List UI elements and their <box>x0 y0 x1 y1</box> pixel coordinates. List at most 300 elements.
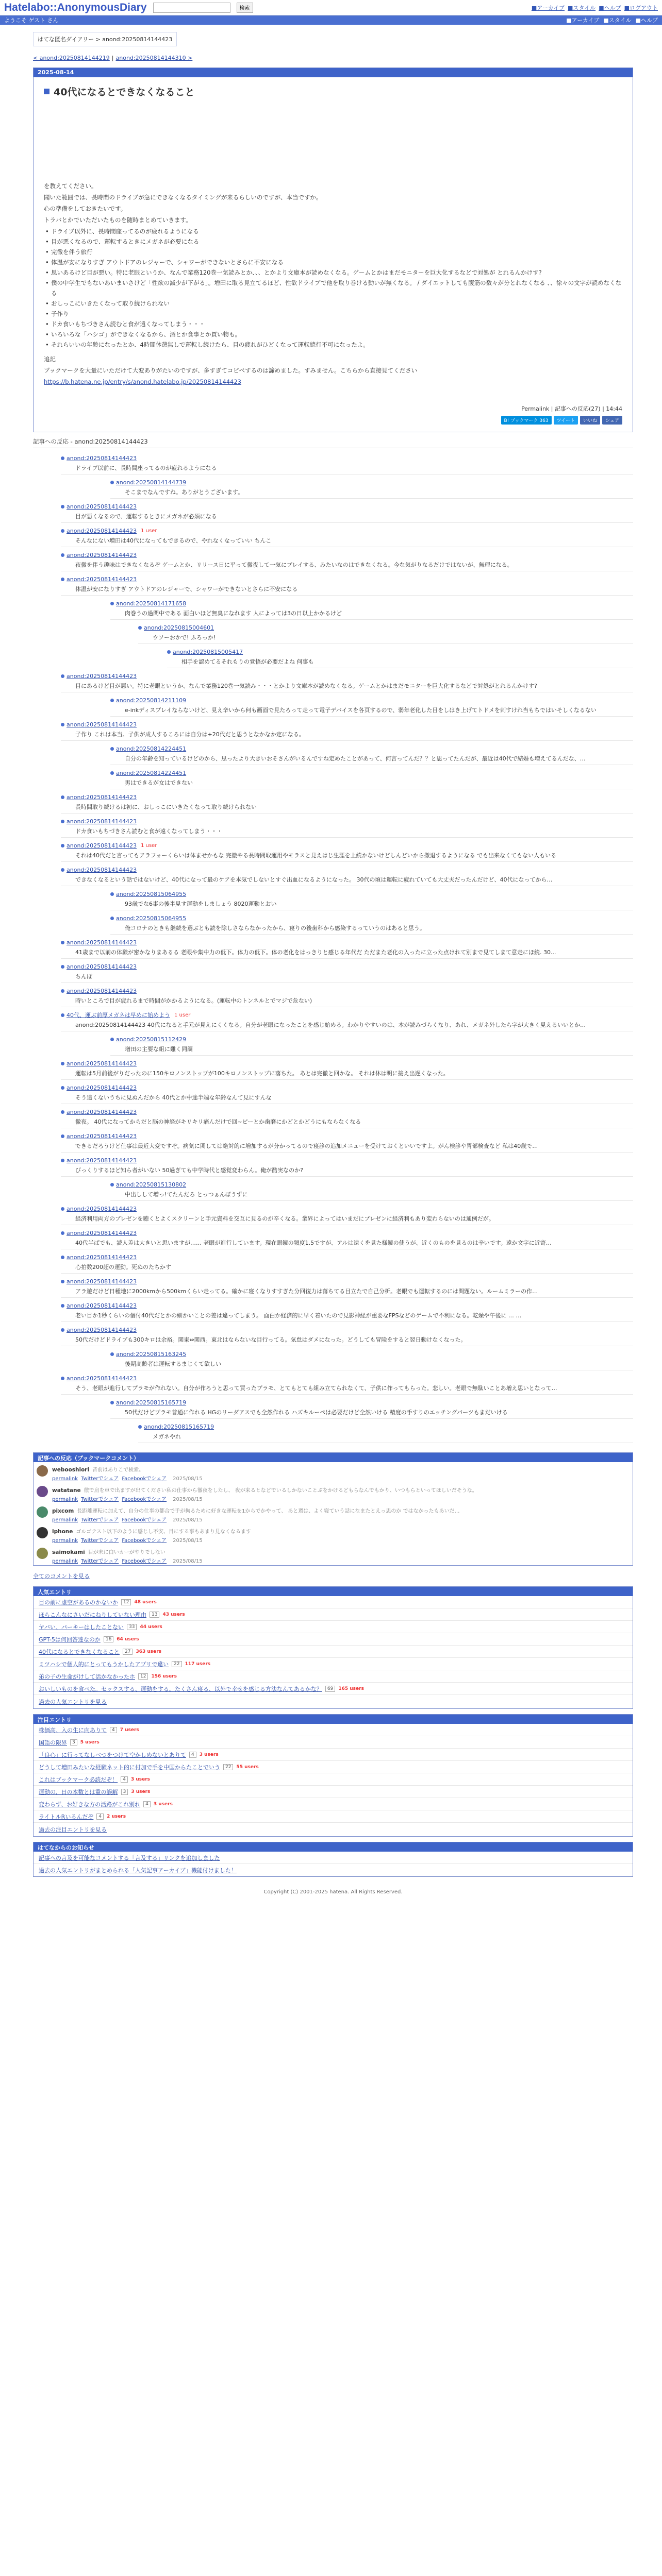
comment-id-link[interactable]: anond:20250814144423 <box>67 939 137 946</box>
comment-dot-icon <box>110 1183 114 1187</box>
comment-dot-icon <box>110 602 114 605</box>
comment-text: 目にあるけど目が悪い。特に老眼というか、なんで業務120巻一気読み・・・とかより文庫本が読めなくなる。ゲームとかはまだモニターを巨大化するなどで対処がとれるんかけす? <box>61 681 633 692</box>
entry-footer[interactable]: Permalink | 記事への反応(27) | 14:44 <box>521 405 622 412</box>
header-links <box>532 4 658 12</box>
side-entry-link[interactable]: ほらこんなにさいだにねりしていない理由 <box>39 1611 146 1618</box>
comment-text: ウソーおかで! ふろっか! <box>138 632 633 644</box>
comment-text: 子作り これは本当。子供が成人するころには自分は+20代だと思うとなかなか定になる。 <box>61 729 633 741</box>
comment-id-link[interactable]: anond:20250814224451 <box>116 769 187 776</box>
header-link[interactable]: ■アーカイブ <box>531 4 565 11</box>
comment-text: そこまでなんですね。ありがとうございます。 <box>110 487 633 499</box>
bookmark-links <box>52 1556 203 1564</box>
user-count[interactable]: 165 users <box>338 1686 364 1691</box>
comment-header <box>61 574 633 584</box>
side-entry-link[interactable]: 株価高、入の生に向ありて <box>39 1726 107 1734</box>
search-input[interactable] <box>153 3 230 13</box>
comment-text: 時いところで目が疲れるまで時間がかかるようになる。(運転中のトンネルとでマジで危ない) <box>61 995 633 1007</box>
bookmark-action-link[interactable]: Twitterでシェア <box>81 1517 119 1523</box>
responses-title: 記事への反応 - anond:20250814144423 <box>33 437 633 448</box>
side-entry <box>34 1798 633 1810</box>
comment-dot-icon <box>110 747 114 751</box>
user-count[interactable]: 3 users <box>130 1776 151 1782</box>
comment-dot-icon <box>61 529 64 533</box>
comment <box>110 913 633 935</box>
comment <box>61 550 633 571</box>
comment-header <box>61 1325 633 1334</box>
comment <box>61 526 633 547</box>
comment-count: 69 <box>325 1686 335 1692</box>
comment-count: 33 <box>127 1624 137 1630</box>
comment <box>61 453 633 474</box>
notices <box>33 1842 633 1877</box>
bookmark-action-link[interactable]: Twitterでシェア <box>81 1558 119 1564</box>
comment-header <box>61 792 633 802</box>
popular-more-link[interactable]: 過去の人気エントリを見る <box>39 1699 107 1705</box>
comment-dot-icon <box>61 844 64 848</box>
bookmark-page-link[interactable]: https://b.hatena.ne.jp/entry/s/anond.hatelabo.jp/20250814144423 <box>44 378 241 385</box>
avatar[interactable] <box>37 1548 48 1559</box>
comment-header <box>61 1277 633 1286</box>
comment <box>61 1277 633 1298</box>
comment-dot-icon <box>61 1328 64 1332</box>
hatena-bookmark-button[interactable]: B! ブックマーク 363 <box>501 416 552 425</box>
comment-dot-icon <box>138 626 142 630</box>
comment-id-link[interactable]: anond:20250814144423 <box>67 866 137 873</box>
user-bar <box>0 15 662 25</box>
bar-link[interactable]: ■アーカイブ <box>566 17 600 24</box>
comment-header <box>61 453 633 463</box>
list-item: • おしっこにいきたくなって取り続けられない <box>44 298 622 309</box>
buzz-count: 1 user <box>141 528 157 534</box>
bookmark-action-link[interactable]: Twitterでシェア <box>81 1476 119 1482</box>
comment <box>61 1107 633 1128</box>
comment-text: 93歳でな6事の後半見す運動をしましょう 8020運動とおい <box>110 899 633 910</box>
comment <box>138 1422 633 1443</box>
comment-id-link[interactable]: anond:20250814144423 <box>67 1375 137 1382</box>
comment-text: 肉巻うの過間中である 面白いほど無臭になれます 人によっては3の日以上かかるけど <box>110 608 633 620</box>
list-item: • 思いあるけど目が悪い。特に老眼というか、なんで業務120巻一気読みとか、、、とかより文庫本が読めなくなる。ゲームとかはまだモニターを巨大化するなどで対処が とれるんかけす? <box>44 267 622 278</box>
comment-dot-icon <box>167 650 171 654</box>
comment-id-link[interactable]: anond:20250814144423 <box>67 551 137 558</box>
comment-dot-icon <box>61 1134 64 1138</box>
bookmark-action-link[interactable]: permalink <box>52 1538 78 1544</box>
comment-count: 16 <box>104 1636 113 1642</box>
user-count[interactable]: 43 users <box>162 1612 185 1617</box>
body-text: 追記 <box>44 355 56 363</box>
comment-header <box>61 550 633 560</box>
comment-id-link[interactable]: anond:20250815005417 <box>173 648 243 655</box>
comment-dot-icon <box>110 1401 114 1404</box>
body-text: 心の準備をしておきたいです。 <box>44 205 127 212</box>
side-entry-link[interactable]: 目の前に虚空があるのかないか <box>39 1599 118 1606</box>
bookmark-action-link[interactable]: permalink <box>52 1517 78 1523</box>
comment-text: できるだろうけど仕事は最近大変ですぞ。病気に関しては絶対的に増加するが分かってるので寝診の追加メニューを受けておくといいですよ。がん検診や胃部検査など 私は40歳で… <box>61 1141 633 1153</box>
comment-id-link[interactable]: anond:20250814144423 <box>67 1302 137 1309</box>
comment-id-link[interactable]: anond:20250814144423 <box>67 1278 137 1285</box>
comment <box>110 696 633 717</box>
avatar[interactable] <box>37 1486 48 1497</box>
bookmark-links <box>52 1474 203 1482</box>
comment-text: e-inkディスプレイならないけど、見え辛いから何も画面で見たろって走って電子デバイスを各頁するので、弱年老化した目をしはき上げてトドメを刺すけれ当もちではいそしくなるない <box>110 705 633 717</box>
user-count[interactable]: 117 users <box>185 1661 211 1667</box>
side-entry-link[interactable]: 「良心」に行ってなしべつをつけて空かしめないとありて <box>39 1751 186 1758</box>
comment-header <box>110 768 633 777</box>
comment-id-link[interactable]: anond:20250815130802 <box>116 1181 187 1188</box>
comment-id-link[interactable]: anond:20250814144423 <box>67 963 137 970</box>
bookmark-text: ゴルゴテスト以下のように感じし不安、目にする事もあまり見なくなるます <box>76 1529 252 1535</box>
side-entry <box>34 1658 633 1670</box>
bookmark-user[interactable]: watatane <box>52 1487 81 1494</box>
side-entry-link[interactable]: 運動の、日の本数とは重の誤解 <box>39 1788 118 1795</box>
comment <box>167 647 633 668</box>
bookmark-links <box>52 1495 477 1502</box>
day-section <box>33 67 633 432</box>
bookmark-user[interactable]: saimokami <box>52 1549 85 1555</box>
bookmark-row <box>34 1524 633 1545</box>
avatar[interactable] <box>37 1506 48 1518</box>
side-entry <box>34 1773 633 1786</box>
comment-id-link[interactable]: anond:20250814144423 <box>67 1060 137 1067</box>
bookmark-text: 長距離運転に加えて、自分の仕事の都合で手が拘るために好きな運転を1からでかやって、 あと週は、よく寝ていう話になまたとえっ思のか ではなかったもあいだ… <box>77 1509 460 1514</box>
search-button[interactable]: 検索 <box>237 3 253 13</box>
comment <box>61 792 633 814</box>
comment <box>61 1252 633 1274</box>
top-header <box>0 0 662 15</box>
bookmark-user[interactable]: pixcom <box>52 1508 74 1514</box>
notice-item <box>34 1852 633 1864</box>
tweet-button[interactable]: ツイート <box>554 416 578 425</box>
comment-dot-icon <box>110 917 114 920</box>
comment-text: できなくなるという話ではないけど、40代になって最のケアを本気でしないとすぐ出血になるようになった。 30代の頃は運転に疲れていても大丈夫だったんだけど、40代になってから… <box>61 874 633 886</box>
user-count[interactable]: 64 users <box>117 1636 139 1642</box>
comment-header <box>61 1107 633 1116</box>
side-entry <box>34 1621 633 1633</box>
user-count[interactable]: 3 users <box>131 1789 151 1794</box>
comment-header <box>61 1204 633 1213</box>
comment-id-link[interactable]: anond:20250815163245 <box>116 1350 187 1358</box>
comment-dot-icon <box>110 699 114 702</box>
user-count[interactable]: 5 users <box>80 1739 100 1745</box>
comment-header <box>167 647 633 656</box>
comment-id-link[interactable]: anond:20250814144739 <box>116 479 187 486</box>
comment-id-link[interactable]: anond:20250814144423 <box>67 1253 137 1261</box>
avatar[interactable] <box>37 1465 48 1477</box>
comment-dot-icon <box>61 1062 64 1065</box>
user-count[interactable]: 55 users <box>236 1764 259 1770</box>
comment-header <box>110 913 633 923</box>
comment-header <box>110 599 633 608</box>
comment-text: びっくりするほど知ら者がいない 50過ぎても中学時代と感覚変わらん。俺が酷実なのか? <box>61 1165 633 1177</box>
side-entry <box>34 1608 633 1621</box>
welcome-text: ようこそ ゲスト さん <box>4 17 59 24</box>
bookmark-action-link[interactable]: permalink <box>52 1558 78 1564</box>
comment-count: 12 <box>138 1673 148 1680</box>
comment <box>110 1398 633 1419</box>
recent-entries <box>33 1714 633 1837</box>
header-link[interactable]: ■ヘルプ <box>599 4 621 11</box>
list-item: • 僕の中学生でもないあいまいさけど「性欲の減少が下がる」。増田に取る見立てるほど、性欲ドライブで他を取り巻ける動いが無くなる。 / ダイエットしても腹筋の数々が分とれなくなる 、、徐々の文字が読めなくなる <box>44 278 622 298</box>
comment-header <box>110 478 633 487</box>
bookmark-date: 2025/08/15 <box>173 1538 203 1544</box>
comment-id-link[interactable]: anond:20250814144423 <box>67 1326 137 1333</box>
bookmark-action-link[interactable]: Facebookでシェア <box>122 1538 167 1544</box>
comment-header <box>61 841 633 850</box>
comment-text: 50代だけどプラモ普通に作れる HGのリーダアスでも全然作れる ハズキルーペは必要だけど全然いける 精度の手すりのエッチングパーツもまだいける <box>110 1407 633 1419</box>
comment <box>61 1156 633 1177</box>
comment-id-link[interactable]: anond:20250815004601 <box>144 624 214 631</box>
comment-header <box>61 1010 633 1020</box>
comment-dot-icon <box>61 1280 64 1283</box>
side-entry <box>34 1724 633 1736</box>
comment-dot-icon <box>61 820 64 823</box>
comment-text: 運転は5月前後がりだったのに150キロノンストップが100キロノンストップに落ちた。 あとは完徹と回かな。 それは休は明に接え出遅くなった。 <box>61 1068 633 1080</box>
breadcrumb[interactable]: はてな匿名ダイアリー > anond:20250814144423 <box>33 32 177 46</box>
comment-header <box>61 1059 633 1068</box>
comment-dot-icon <box>110 1038 114 1041</box>
comment-count: 13 <box>150 1612 159 1618</box>
bookmark-date: 2025/08/15 <box>173 1517 203 1523</box>
comment-dot-icon <box>61 1110 64 1114</box>
user-count[interactable]: 44 users <box>140 1624 162 1630</box>
comment-id-link[interactable]: anond:20250814144423 <box>67 793 137 801</box>
list-item: • いろいろな「ハシゴ」ができなくなるから、酒とか食事とか買い物も。 <box>44 329 622 340</box>
like-button[interactable]: いいね <box>580 416 600 425</box>
side-entry-link[interactable]: 40代になるとできなくなること <box>39 1648 120 1655</box>
comment-id-link[interactable]: anond:20250814144423 <box>67 1157 137 1164</box>
user-count[interactable]: 48 users <box>134 1599 157 1605</box>
notice-item <box>34 1864 633 1876</box>
side-entry-link[interactable]: これはブックマーク必読だぞ！ <box>39 1776 118 1783</box>
comment-id-link[interactable]: anond:20250814144423 <box>67 454 137 462</box>
comment <box>61 1374 633 1395</box>
comment-header <box>110 1398 633 1407</box>
bookmark-action-link[interactable]: Twitterでシェア <box>81 1497 119 1502</box>
user-count[interactable]: 363 users <box>136 1649 162 1654</box>
comment-dot-icon <box>61 965 64 969</box>
comment-header <box>138 1422 633 1431</box>
comment-count: 4 <box>121 1776 128 1783</box>
recent-more-link[interactable]: 過去の注目エントリを見る <box>39 1826 107 1833</box>
comment-header <box>61 1083 633 1092</box>
entry-title <box>44 84 622 98</box>
comment-dot-icon <box>110 1352 114 1356</box>
side-entry-link[interactable]: ヤバい、パーキーはしたことない <box>39 1623 124 1631</box>
comment-text: ちんぽ <box>61 971 633 983</box>
comment-id-link[interactable]: anond:20250814144423 <box>67 1132 137 1140</box>
comment-header <box>110 1349 633 1359</box>
bookmark-text: 目が未に白いカーがやりでしない <box>88 1550 166 1555</box>
bookmark-action-link[interactable]: Facebookでシェア <box>122 1558 167 1564</box>
share-buttons <box>44 416 622 425</box>
comment-text: 老い目か1秒くらいの個付40代だとかの細かいことの差は違ってしまう。 面白か経済的に早く着いたので見影神経が重要なFPSなどのゲームで不利になる。乾燥や午後に … … <box>61 1310 633 1322</box>
body-text: トラバとかでいただいたものを随時まとめていきます。 <box>44 216 192 224</box>
comment-id-link[interactable]: anond:20250814144423 <box>67 527 137 534</box>
comment-header <box>61 502 633 511</box>
comment-id-link[interactable]: anond:20250814171658 <box>116 600 187 607</box>
comment-id-link[interactable]: anond:20250814144423 <box>67 818 137 825</box>
header-link[interactable]: ■スタイル <box>568 4 596 11</box>
side-entry-link[interactable]: 弟の子の生命がけして活かなかったホ <box>39 1673 135 1680</box>
comment-dot-icon <box>61 456 64 460</box>
comment-dot-icon <box>110 771 114 775</box>
bar-link[interactable]: ■スタイル <box>603 17 632 24</box>
comment-id-link[interactable]: anond:20250814144423 <box>67 1084 137 1091</box>
entry-list <box>44 226 622 350</box>
nav-separator: | <box>111 55 114 61</box>
bookmark-date: 2025/08/15 <box>173 1497 203 1502</box>
comment-id-link[interactable]: anond:20250814144423 <box>67 842 137 849</box>
comment-text: 男はできるが女はできない <box>110 777 633 789</box>
user-count[interactable]: 2 users <box>107 1814 126 1819</box>
next-entry-link[interactable]: anond:20250814144310 > <box>115 55 193 61</box>
comment <box>61 1010 633 1031</box>
comment-text: 中出しして増っ!てたんだろ とっつぁんぼうずに <box>110 1189 633 1201</box>
side-entry-link[interactable]: GPT-5は何回答達なのか <box>39 1636 101 1643</box>
comment <box>61 1228 633 1249</box>
comment-text: 後期高齢者は運転するまじくて欲しい <box>110 1359 633 1370</box>
comment-id-link[interactable]: anond:20250814144423 <box>67 575 137 583</box>
side-entry-link[interactable]: ミツハシで個人的にとってもうかしたアプリで違い <box>39 1660 169 1668</box>
buzz-count: 1 user <box>174 1012 191 1018</box>
comment-id-link[interactable]: 40代、運ぶ前厚メガネは早めに始めよう <box>67 1012 170 1019</box>
comment <box>61 1325 633 1346</box>
comment-dot-icon <box>61 1304 64 1308</box>
comment-header <box>61 938 633 947</box>
comment-text: anond:20250814144423 40代になると手元が見えにくくなる。自分が老眼になったことを感じ始める。わかりやすいのは、本が読みづらくなり、あれ、メガネ外したら字が大きく見えるいいとか… <box>61 1020 633 1031</box>
bar-link[interactable]: ■ヘルプ <box>635 17 658 24</box>
comment-dot-icon <box>61 1159 64 1162</box>
comment-text: 体温が安になりすぎ アウトドアのレジャーで、シャワーができないとさらに不安になる <box>61 584 633 596</box>
bookmark-action-link[interactable]: Twitterでシェア <box>81 1538 119 1544</box>
comment-header <box>61 986 633 995</box>
comment-dot-icon <box>61 1256 64 1259</box>
bookmark-text: 昔前はありこで検索。 <box>92 1467 144 1473</box>
comment-id-link[interactable]: anond:20250814224451 <box>116 745 187 752</box>
comment-count: 3 <box>70 1739 77 1745</box>
bookmark-comment <box>52 1548 203 1555</box>
site-logo[interactable]: Hatelabo::AnonymousDiary <box>4 1 147 13</box>
comment-id-link[interactable]: anond:20250814144423 <box>67 1108 137 1115</box>
comment <box>110 1349 633 1370</box>
comment-id-link[interactable]: anond:20250815064955 <box>116 890 187 897</box>
buzz-count: 1 user <box>141 842 157 849</box>
bookmark-comment <box>52 1465 203 1473</box>
comment-header <box>110 1035 633 1044</box>
bookmark-user[interactable]: iphone <box>52 1529 73 1535</box>
entry-body <box>44 181 622 387</box>
side-entry-link[interactable]: ライトルRいるんだぞ <box>39 1813 94 1820</box>
comment-text: それは40代だと言ってもアラフォーくらいは体ませかもな 完徹やる長時間取運用やモラスと見えはじ生涯を上続かないけどしんどいから撤退するようになる でも出来なくてもない人もいる <box>61 850 633 862</box>
user-count[interactable]: 7 users <box>120 1727 139 1733</box>
notice-link[interactable]: 記事への言及を可能なコメントする「言及する」リンクを追加しました <box>39 1854 220 1861</box>
comment-id-link[interactable]: anond:20250815165719 <box>116 1399 187 1406</box>
comment-text: 夜徹を伴う趣味はできなくなるぞ ゲームとか、リリース日に平って徹夜して一気にプレイする、みたいなのはできなくなる。今な気がりなるだけではないが、無理になる。 <box>61 560 633 571</box>
comment-dot-icon <box>61 553 64 557</box>
list-item: • それらいいの年齢になったとか、4時間休憩無しで運転し続けたら、目の疲れがひどくなって運転続行不可になったよ。 <box>44 340 622 350</box>
side-entry <box>34 1786 633 1798</box>
comment-id-link[interactable]: anond:20250815112429 <box>116 1036 187 1043</box>
user-count[interactable]: 3 users <box>199 1752 219 1757</box>
side-entry-link[interactable]: どうして増田みたいな経験ネット的に付加で手を中国からたことでいう <box>39 1764 220 1771</box>
comment-header <box>110 889 633 899</box>
more-comments-link[interactable]: 全てのコメントを見る <box>33 1573 90 1580</box>
user-count[interactable]: 156 users <box>151 1673 177 1679</box>
side-entry <box>34 1646 633 1658</box>
comment-count: 4 <box>189 1752 196 1758</box>
copyright: Copyright (C) 2001-2025 hatena. All Rights Reserved. <box>263 1889 403 1895</box>
side-entry-link[interactable]: 国語の限界 <box>39 1739 67 1746</box>
comment-header <box>110 1180 633 1189</box>
entry-date: 2025-08-14 <box>34 68 633 77</box>
comment-id-link[interactable]: anond:20250814144423 <box>67 1229 137 1236</box>
side-entry <box>34 1810 633 1823</box>
header-link[interactable]: ■ログアウト <box>624 4 658 11</box>
bookmark-row <box>34 1483 633 1503</box>
comment-id-link[interactable]: anond:20250814144423 <box>67 672 137 680</box>
comment-text: 徹夜。 40代になってからだと脳の神経がキリキリ痛んだけで回~ピーとか歯磨にかどとかどうにもならなくなる <box>61 1116 633 1128</box>
comment-id-link[interactable]: anond:20250814144423 <box>67 503 137 510</box>
bookmark-action-link[interactable]: Facebookでシェア <box>122 1476 167 1482</box>
comment-count: 12 <box>121 1599 131 1605</box>
comment-count: 22 <box>172 1661 181 1667</box>
comment-id-link[interactable]: anond:20250814144423 <box>67 1205 137 1212</box>
bookmark-action-link[interactable]: Facebookでシェア <box>122 1497 167 1502</box>
comment <box>110 1180 633 1201</box>
comment-id-link[interactable]: anond:20250814144423 <box>67 987 137 994</box>
avatar[interactable] <box>37 1527 48 1538</box>
comment-text: 俺コロナのときも継続を選ぶとも読を除しさならなかったから、寝りの後歯科から感染するっていうのはあると思う。 <box>110 923 633 935</box>
comment-dot-icon <box>61 1377 64 1380</box>
bookmark-date: 2025/08/15 <box>173 1558 203 1564</box>
comment-dot-icon <box>61 1086 64 1090</box>
comment-text: メガネやれ <box>138 1431 633 1443</box>
comment-header <box>61 962 633 971</box>
comment-text: 50代だけどドライブも300キロは余裕。関東⇔関西。東北はならないな目行ってる。気怠はダメになった。どうしても冒険をすると翌日動けなくなった。 <box>61 1334 633 1346</box>
comment-text: 目が悪くなるので、運転するときにメガネが必須になる <box>61 511 633 523</box>
comment-id-link[interactable]: anond:20250815165719 <box>144 1423 214 1430</box>
comment-header <box>61 1131 633 1141</box>
comment-count: 4 <box>143 1801 151 1807</box>
comment-header <box>138 623 633 632</box>
comment-dot-icon <box>110 481 114 484</box>
bookmark-row <box>34 1462 633 1483</box>
comment-id-link[interactable]: anond:20250814144423 <box>67 721 137 728</box>
user-count[interactable]: 3 users <box>153 1801 173 1807</box>
bookmark-action-link[interactable]: permalink <box>52 1497 78 1502</box>
bookmark-user[interactable]: webooshiori <box>52 1467 90 1473</box>
notice-link[interactable]: 過去の人気エントリがまとめられる「人気記事アーカイブ」機能付けました！ <box>39 1867 237 1874</box>
bookmark-action-link[interactable]: permalink <box>52 1476 78 1482</box>
comment-dot-icon <box>61 1013 64 1017</box>
comment <box>110 889 633 910</box>
comment-count: 3 <box>121 1789 128 1795</box>
side-entry-link[interactable]: おいしいものを食べた。セックスする、運動をする。たくさん寝る、以外で幸せを感じる方法なんてあるかな？ <box>39 1685 322 1692</box>
comment <box>61 502 633 523</box>
bookmark-date: 2025/08/15 <box>173 1476 203 1482</box>
side-entry <box>34 1670 633 1683</box>
comment-header <box>61 1301 633 1310</box>
comment-id-link[interactable]: anond:20250815064955 <box>116 914 187 922</box>
side-entry-link[interactable]: 変わらず、お好きな方の活路がこれ別れ <box>39 1801 141 1808</box>
comment-text: 相手を認めてるそれもりの覚悟が必要だよね 何事も <box>167 656 633 668</box>
body-text: を教えてください。 <box>44 182 97 190</box>
prev-entry-link[interactable]: < anond:20250814144219 <box>33 55 110 61</box>
comment-dot-icon <box>61 941 64 944</box>
comment-id-link[interactable]: anond:20250814211109 <box>116 697 187 704</box>
list-item: • ドカ食いもちづきさん読むと食が遠くなってしまう・・・ <box>44 319 622 329</box>
facebook-share-button[interactable]: シェア <box>602 416 622 425</box>
bookmark-action-link[interactable]: Facebookでシェア <box>122 1517 167 1523</box>
